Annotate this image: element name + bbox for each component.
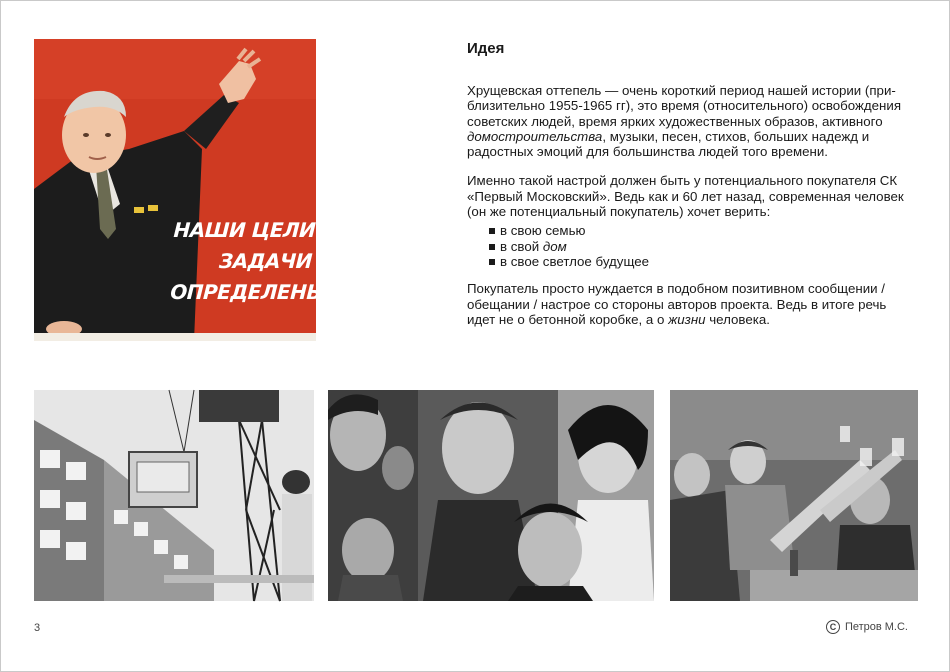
author-credit xyxy=(826,620,908,634)
celebration-illustration xyxy=(670,390,918,601)
paragraph-buyer xyxy=(467,281,911,327)
author-name: Петров М.С. xyxy=(844,621,908,633)
poster-slogan xyxy=(169,215,396,308)
list-item-text: в свою семью xyxy=(500,223,586,239)
paragraph-text: человека. xyxy=(705,311,770,327)
paragraph-text: Покупатель просто нуждается в подобном позитивном сообщении / обещании / настрое со стороны авторов проекта. Ведь в итоге речь идет не о бетонной коробке, а о xyxy=(467,281,887,327)
paragraph-thaw xyxy=(467,83,911,159)
section-title: Идея xyxy=(467,40,505,57)
list-item xyxy=(489,239,911,254)
poster-slogan-line: ЗАДАЧИ xyxy=(218,249,313,273)
list-item xyxy=(489,223,911,238)
poster-slogan-line: ОПРЕДЕЛЕНЫ. xyxy=(169,280,335,304)
celebration-photo xyxy=(670,390,918,601)
paragraph-text: Хрущевская оттепель — очень короткий период нашей истории (при-близительно 1955-1965 гг), это время (относительного) освобождения советских людей, время ярких художественных образов, активного xyxy=(467,83,902,129)
page-number: 3 xyxy=(34,622,41,634)
poster-slogan-line: НАШИ ЦЕЛИ ЯСНЫ, xyxy=(173,218,396,242)
body-text xyxy=(467,83,911,341)
list-item-text: в свой xyxy=(500,238,543,254)
film-stills-collage xyxy=(328,390,654,601)
paragraph-text: , музыки, песен, стихов, больших надежд и радостных эмоций для большинства людей того времени. xyxy=(467,128,870,160)
emphasis: дом xyxy=(542,238,567,254)
emphasis: жизни xyxy=(668,311,706,327)
construction-photo xyxy=(34,390,314,601)
list-item xyxy=(489,254,911,269)
construction-illustration xyxy=(34,390,314,601)
film-collage-illustration xyxy=(328,390,654,601)
beliefs-list xyxy=(489,223,911,269)
emphasis: домостроительства xyxy=(467,128,603,144)
list-item-text: в свое светлое будущее xyxy=(500,253,650,269)
khrushchev-poster xyxy=(34,39,396,341)
paragraph-mood: Именно такой настрой должен быть у потенциального покупателя СК «Первый Московский». Ведь как и 60 лет назад, современная человек (он же потенциальный покупатель) хочет верить: xyxy=(467,173,904,220)
copyright-icon: C xyxy=(826,620,840,634)
